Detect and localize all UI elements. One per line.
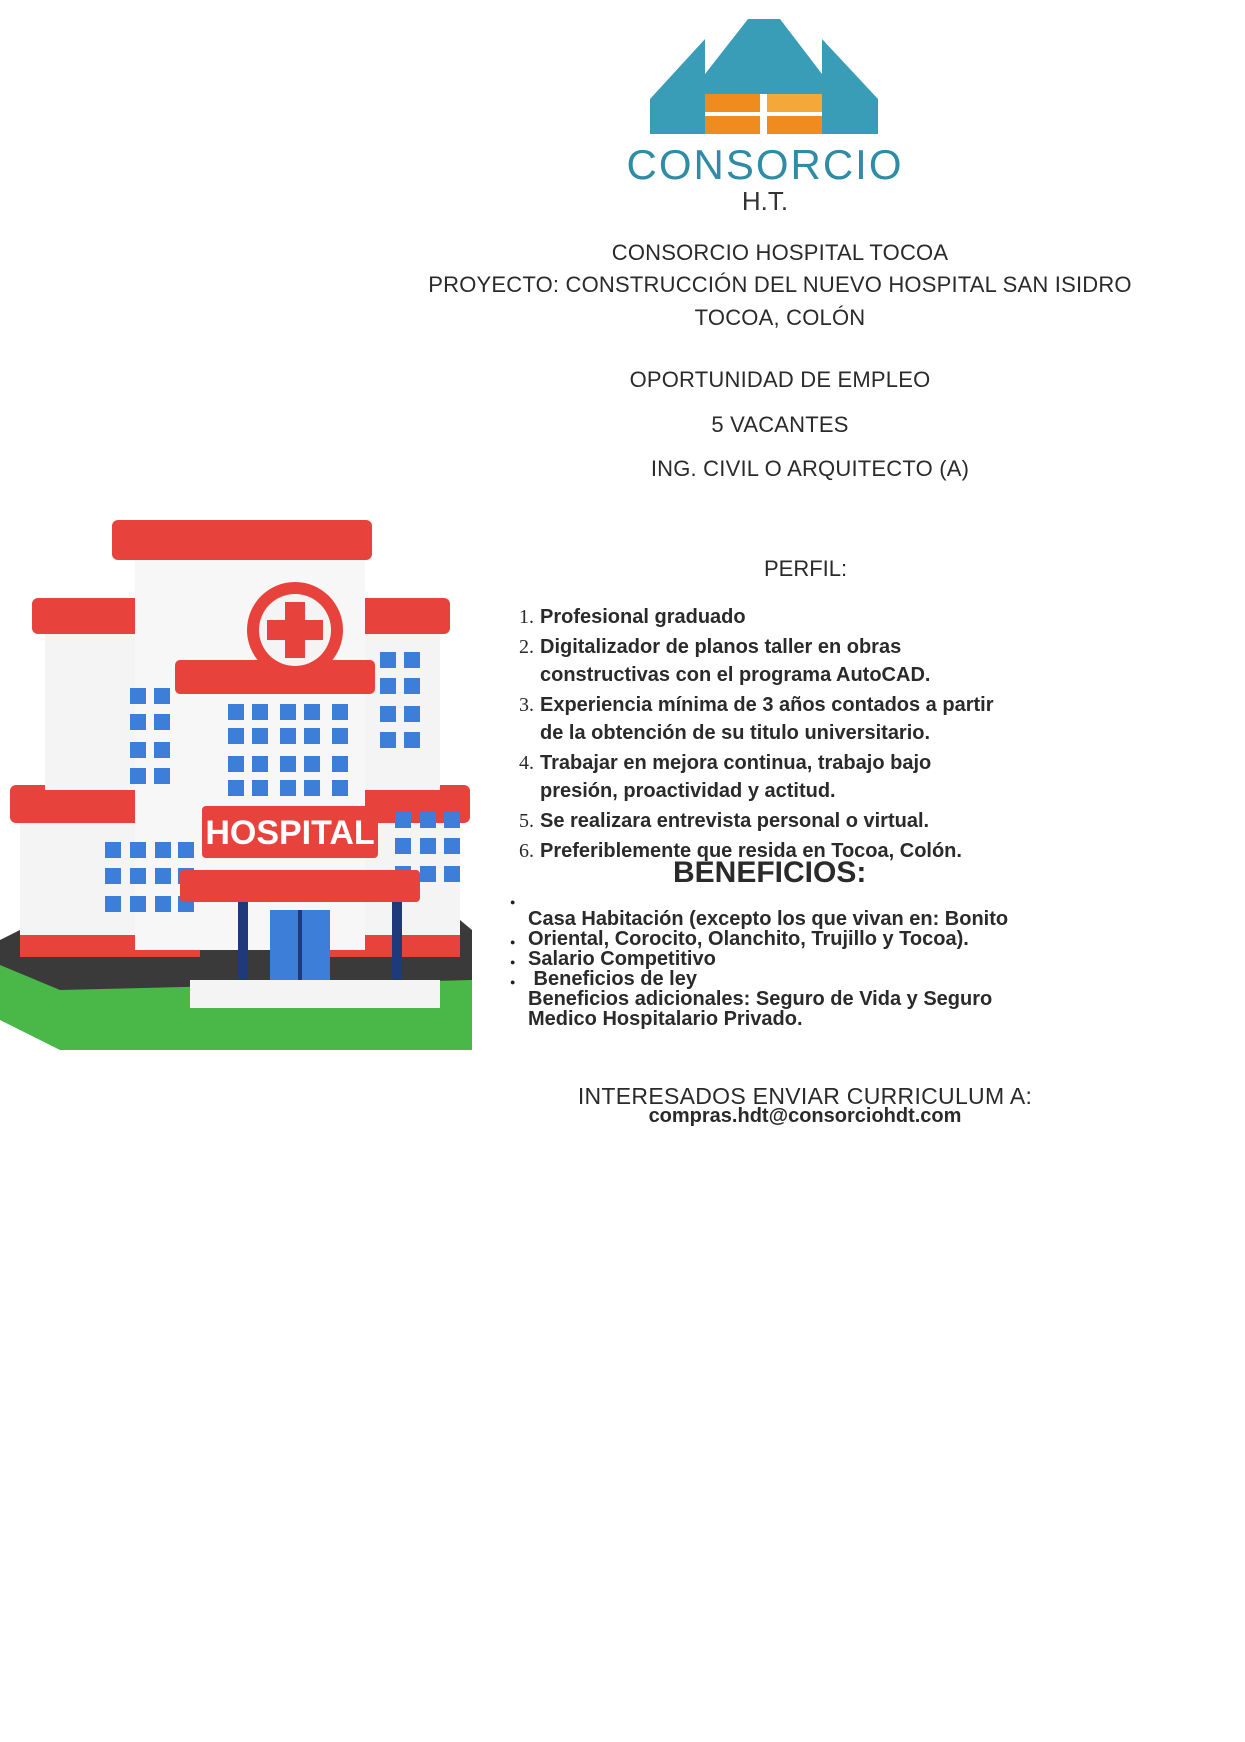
perfil-item-text: Digitalizador de planos taller en obras bbox=[540, 636, 902, 658]
logo-sub: H.T. bbox=[741, 186, 789, 216]
bullet-icon: ● bbox=[510, 957, 516, 967]
location: TOCOA, COLÓN bbox=[694, 305, 866, 330]
logo-name: CONSORCIO bbox=[626, 141, 904, 188]
position: ING. CIVIL O ARQUITECTO (A) bbox=[650, 456, 970, 481]
perfil-item-number: 3. bbox=[519, 694, 534, 716]
perfil-item-number: 1. bbox=[519, 606, 534, 628]
perfil-list bbox=[510, 603, 994, 865]
beneficio-line: Beneficios de ley bbox=[528, 968, 697, 990]
perfil-item-text: Trabajar en mejora continua, trabajo bajo bbox=[540, 752, 932, 774]
perfil-item-1 bbox=[510, 603, 994, 631]
beneficio-line: Oriental, Corocito, Olanchito, Trujillo y Tocoa). bbox=[528, 928, 969, 950]
perfil-item-number: 6. bbox=[519, 840, 534, 862]
company-name: CONSORCIO HOSPITAL TOCOA bbox=[611, 240, 949, 265]
perfil-title: PERFIL: bbox=[764, 556, 848, 581]
perfil-item-5 bbox=[510, 807, 994, 835]
beneficios-title: BENEFICIOS: bbox=[673, 856, 867, 889]
perfil-item-2 bbox=[510, 633, 994, 689]
vacancies: 5 VACANTES bbox=[711, 412, 849, 437]
perfil-item-text: de la obtención de su titulo universitario. bbox=[540, 722, 931, 744]
perfil-item-text: Preferiblemente que resida en Tocoa, Colón. bbox=[540, 840, 962, 862]
bullet-icon: ● bbox=[510, 937, 516, 947]
hospital-illustration bbox=[0, 520, 472, 1060]
perfil-item-4 bbox=[510, 749, 994, 805]
perfil-item-number: 5. bbox=[519, 810, 534, 832]
perfil-item-text: Se realizara entrevista personal o virtual. bbox=[540, 810, 930, 832]
perfil-item-3 bbox=[510, 691, 994, 747]
hospital-sign-text: HOSPITAL bbox=[205, 814, 375, 852]
perfil-item-text: constructivas con el programa AutoCAD. bbox=[540, 664, 931, 686]
contact-label: INTERESADOS ENVIAR CURRICULUM A: bbox=[577, 1083, 1033, 1109]
bullet-icon: ● bbox=[510, 897, 516, 907]
perfil-item-text: presión, proactividad y actitud. bbox=[540, 780, 836, 802]
contact-email: compras.hdt@consorciohdt.com bbox=[648, 1105, 962, 1127]
beneficio-line: Salario Competitivo bbox=[528, 948, 716, 970]
beneficio-line: Medico Hospitalario Privado. bbox=[528, 1008, 803, 1030]
perfil-item-text: Profesional graduado bbox=[540, 606, 746, 628]
bullet-icon: ● bbox=[510, 977, 516, 987]
perfil-item-number: 4. bbox=[519, 752, 534, 774]
logo-mark bbox=[610, 14, 920, 224]
beneficio-line: Casa Habitación (excepto los que vivan en: Bonito bbox=[528, 908, 1009, 930]
beneficios-text bbox=[528, 909, 1008, 1029]
perfil-item-text: Experiencia mínima de 3 años contados a partir bbox=[540, 694, 994, 716]
offer-title: OPORTUNIDAD DE EMPLEO bbox=[629, 367, 931, 392]
beneficio-line: Beneficios adicionales: Seguro de Vida y Seguro bbox=[528, 988, 993, 1010]
project-title: PROYECTO: CONSTRUCCIÓN DEL NUEVO HOSPITAL SAN ISIDRO bbox=[428, 272, 1132, 297]
perfil-item-number: 2. bbox=[519, 636, 534, 658]
consorcio-logo bbox=[610, 14, 920, 224]
